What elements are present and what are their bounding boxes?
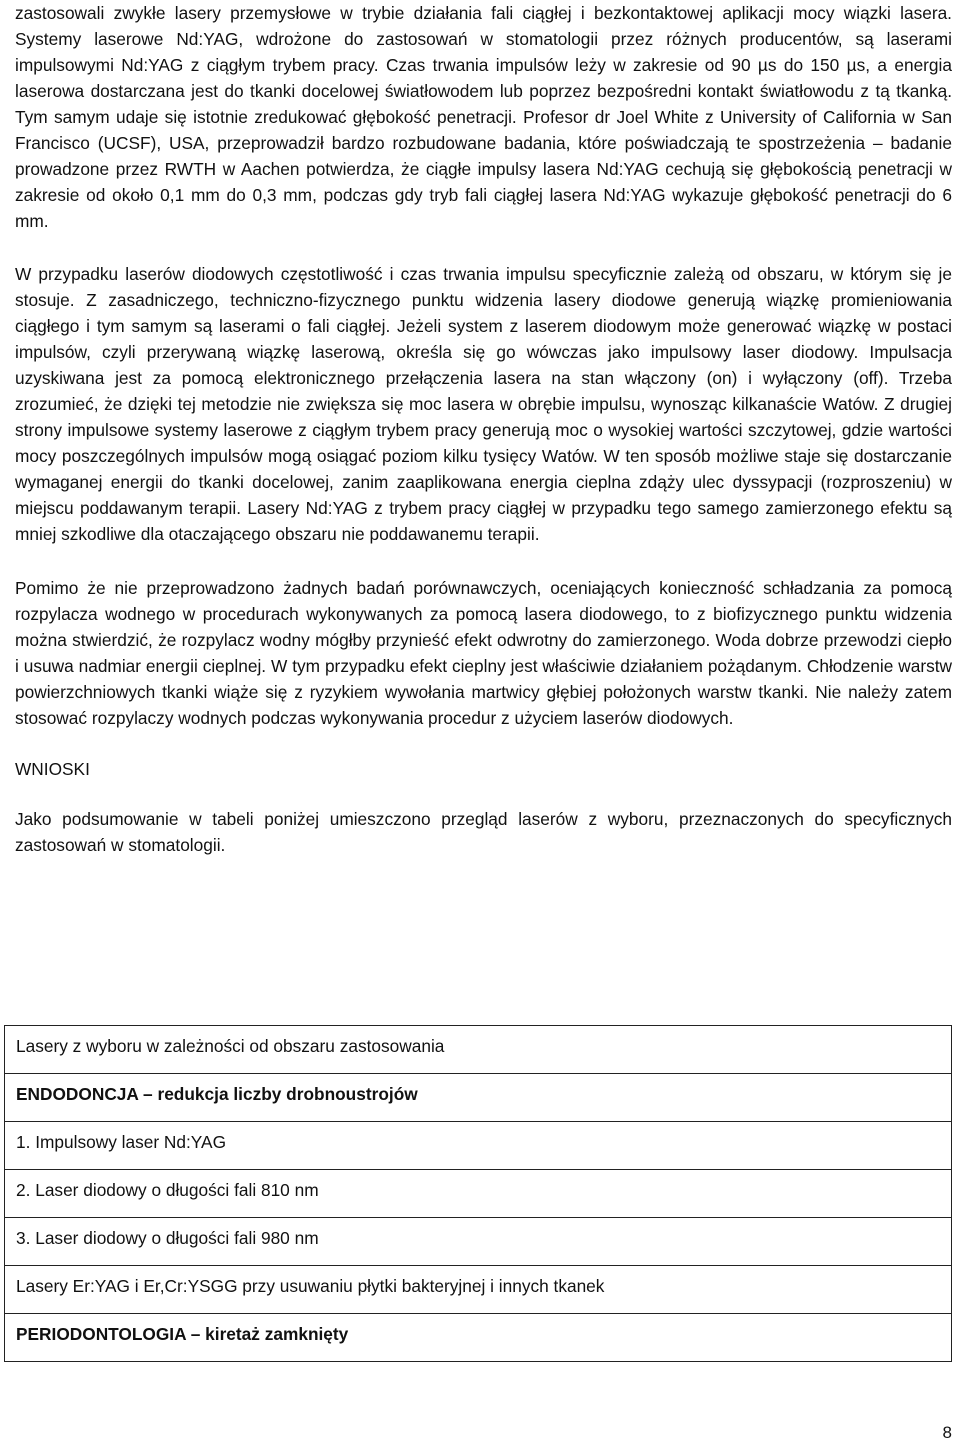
section-heading-wnioski: WNIOSKI (15, 759, 90, 779)
table-row (5, 1218, 952, 1266)
lasers-table (4, 1025, 952, 1362)
table-row (5, 1026, 952, 1074)
body-paragraph-4: Jako podsumowanie w tabeli poniżej umieszczono przegląd laserów z wyboru, przeznaczonych do specyficznych zastosowań w stomatologii. (15, 809, 952, 855)
table-row (5, 1266, 952, 1314)
table-row (5, 1122, 952, 1170)
body-paragraph-3: Pomimo że nie przeprowadzono żadnych badań porównawczych, oceniających konieczność schładzania za pomocą rozpylacza wodnego w procedurach wykonywanych za pomocą lasera diodowego, to z biofizycznego punktu widzenia można stwierdzić, że rozpylacz wodny mógłby przynieść efekt odwrotny do zamierzonego. Woda dobrze przewodzi ciepło i usuwa nadmiar energii cieplnej. W tym przypadku efekt cieplny jest właściwie działaniem pożądanym. Chłodzenie warstw powierzchniowych tkanki wiąże się z ryzykiem wywołania martwicy głębiej położonych warstw tkanki. Nie należy zatem stosować rozpylaczy wodnych podczas wykonywania procedur z użyciem laserów diodowych. (15, 578, 952, 728)
body-paragraph-2: W przypadku laserów diodowych częstotliwość i czas trwania impulsu specyficznie zależą od obszaru, w którym się je stosuje. Z zasadniczego, techniczno-fizycznego punktu widzenia lasery diodowe generują wiązkę promieniowania ciągłego i tym samym są laserami o fali ciągłej. Jeżeli system z laserem diodowym może generować wiązkę w postaci impulsów, czyli przerywaną wiązkę laserową, określa się go wówczas jako impulsowy laser diodowy. Impulsacja uzyskiwana jest za pomocą elektronicznego przełączenia lasera na stan włączony (on) i wyłączony (off). Trzeba zrozumieć, że dzięki tej metodzie nie zwiększa się moc lasera w obrębie impulsu, wynosząc kilkanaście Watów. Z drugiej strony impulsowe systemy laserowe z ciągłym trybem pracy generują moc o wysokiej wartości szczytowej, gdzie wartości mocy poszczególnych impulsów mogą osiągać poziom kilku tysięcy Watów. W ten sposób możliwe staje się dostarczanie wymaganej energii do tkanki docelowej, zanim zaaplikowana energia cieplna zdąży ulec dyssypacji (rozproszeniu) w miejscu poddawanym terapii. Lasery Nd:YAG z trybem pracy ciągłej w przypadku tego samego zamierzonego efektu są mniej szkodliwe dla otaczającego obszaru nie poddawanemu terapii. (15, 264, 952, 544)
page-number: 8 (942, 1423, 952, 1442)
table-cell: ENDODONCJA – redukcja liczby drobnoustrojów (5, 1074, 952, 1122)
table-row (5, 1314, 952, 1362)
table-cell: 1. Impulsowy laser Nd:YAG (5, 1122, 952, 1170)
table-row (5, 1170, 952, 1218)
table-cell: Lasery z wyboru w zależności od obszaru zastosowania (5, 1026, 952, 1074)
document-page (15, 0, 952, 858)
table-cell: 2. Laser diodowy o długości fali 810 nm (5, 1170, 952, 1218)
body-paragraph-1: zastosowali zwykłe lasery przemysłowe w trybie działania fali ciągłej i bezkontaktowej aplikacji mocy wiązki lasera. Systemy laserowe Nd:YAG, wdrożone do zastosowań w stomatologii przez różnych producentów, są laserami impulsowymi Nd:YAG z ciągłym trybem pracy. Czas trwania impulsów leży w zakresie od 90 µs do 150 µs, a energia laserowa dostarczana jest do tkanki docelowej światłowodem lub poprzez bezpośredni kontakt światłowodu z tą tkanką. Tym samym udaje się istotnie zredukować głębokość penetracji. Profesor dr Joel White z University of California w San Francisco (UCSF), USA, przeprowadził bardzo rozbudowane badania, które poświadczają te spostrzeżenia – badanie prowadzone przez RWTH w Aachen potwierdza, że ciągłe impulsy lasera Nd:YAG cechują się głębokością penetracji w zakresie od około 0,1 mm do 0,3 mm, podczas gdy tryb fali ciągłej lasera Nd:YAG wykazuje głębokość penetracji do 6 mm. (15, 3, 952, 231)
table-cell: 3. Laser diodowy o długości fali 980 nm (5, 1218, 952, 1266)
table-row (5, 1074, 952, 1122)
table-cell: PERIODONTOLOGIA – kiretaż zamknięty (5, 1314, 952, 1362)
table-cell: Lasery Er:YAG i Er,Cr:YSGG przy usuwaniu płytki bakteryjnej i innych tkanek (5, 1266, 952, 1314)
